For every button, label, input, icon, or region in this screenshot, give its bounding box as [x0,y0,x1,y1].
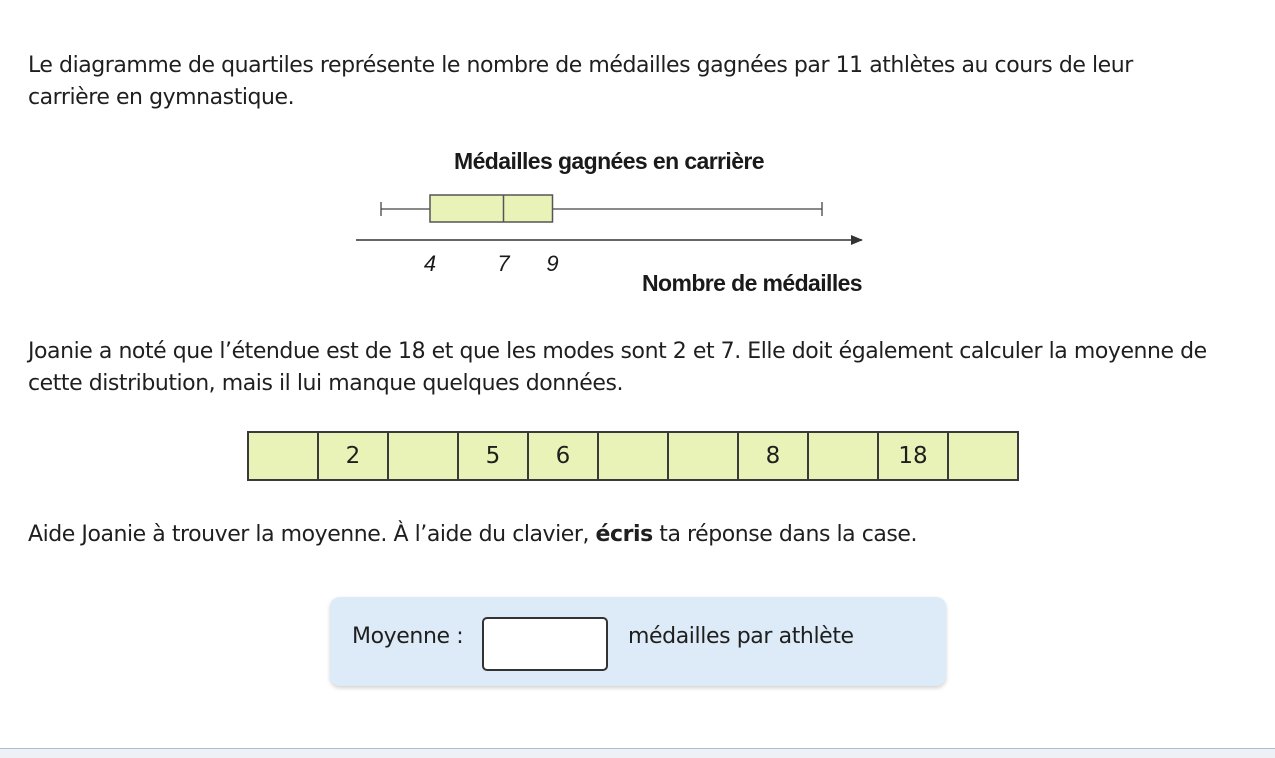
value-cell [388,432,458,480]
context-text: Joanie a noté que l’étendue est de 18 et que les modes sont 2 et 7. Elle doit également calculer la moyenne de cette distribution, mais il lui manque quelques données. [28,339,1207,396]
instruction-tail: ta réponse dans la case. [652,522,918,547]
value-cell [948,432,1018,480]
instruction-text [28,519,1218,551]
answer-label: Moyenne : [352,624,464,649]
value-cell [248,432,318,480]
value-cell [808,432,878,480]
value-cell: 8 [738,432,808,480]
answer-panel [330,597,946,686]
mean-answer-input[interactable] [482,617,608,671]
value-cell: 6 [528,432,598,480]
value-cell [598,432,668,480]
x-axis-label: Nombre de médailles [642,270,862,296]
table-row [248,432,1018,480]
box-plot-chart [0,0,1275,320]
data-values-table [247,431,1019,481]
intro-text: Le diagramme de quartiles représente le nombre de médailles gagnées par 11 athlètes au cours de leur carrière en gymnastique. [28,53,1133,110]
interquartile-box [430,195,553,222]
value-cell: 2 [318,432,388,480]
answer-unit-label: médailles par athlète [628,624,854,649]
value-cell: 5 [458,432,528,480]
chart-title: Médailles gagnées en carrière [454,148,764,174]
value-cell: 18 [878,432,948,480]
instruction-emphasis: écris [595,522,653,547]
value-cell [668,432,738,480]
tick-label: 7 [497,251,510,276]
tick-label: 4 [423,251,437,276]
instruction-lead: Aide Joanie à trouver la moyenne. À l’aide du clavier, [28,522,596,547]
tick-label: 9 [546,251,559,276]
